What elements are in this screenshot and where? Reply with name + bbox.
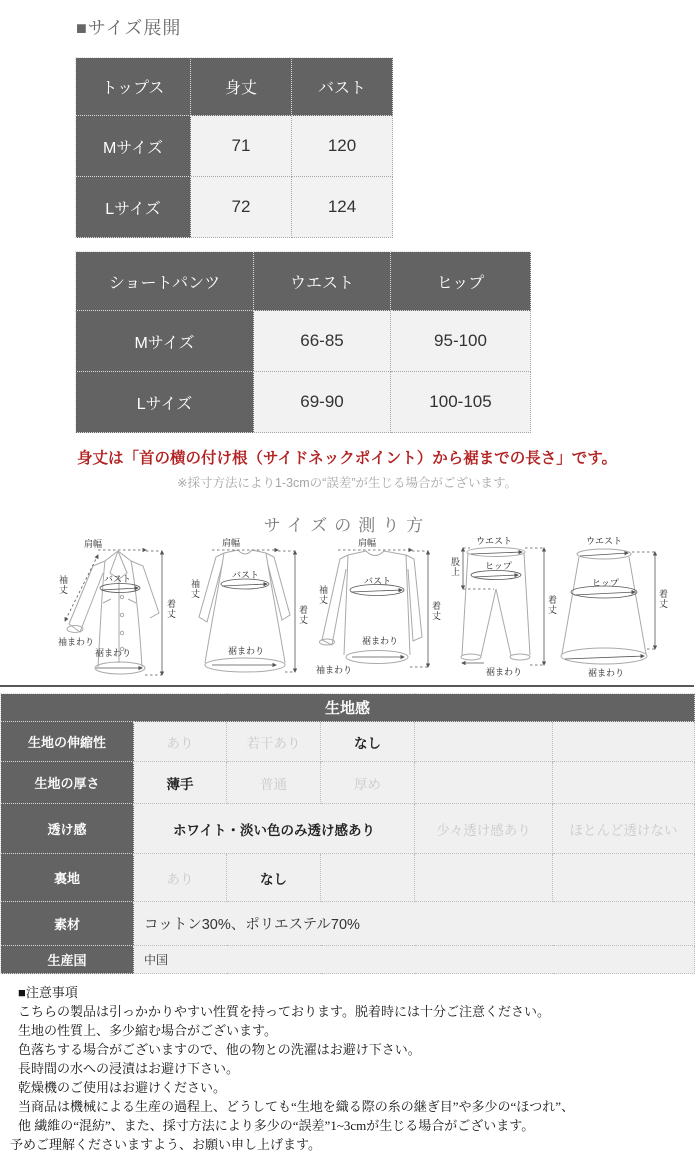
top-drawing [316,537,442,681]
table-header-row [76,252,531,311]
pants-hip-label: ヒップ [485,561,512,571]
dress-length-label: 着丈 [298,605,308,625]
empty-cell [415,854,553,902]
sheerness-option-white: ホワイト・淡い色のみ透け感あり [134,804,415,854]
pants-waist-label: ウエスト [476,536,513,546]
table-header-row [76,58,393,116]
thickness-row [1,762,695,804]
country-label: 生産国 [1,946,134,974]
measuring-diagrams [0,537,694,681]
dress-bust-label: バスト [232,570,260,580]
table-row [76,372,531,433]
col-header-shorts: ショートパンツ [76,252,254,311]
thickness-label: 生地の厚さ [1,762,134,804]
dress-drawing [190,537,308,681]
empty-cell [415,722,553,762]
col-header-tops: トップス [76,58,191,116]
empty-cell [415,762,553,804]
top-bust-label: バスト [364,576,392,586]
stretch-row [1,722,695,762]
measurement-tolerance-note: ※採寸方法により1-3cmの“誤差”が生じる場合がございます。 [176,476,518,490]
col-header-bust: バスト [292,58,393,116]
pants-size-table [75,251,531,433]
lining-label: 裏地 [1,854,134,902]
coat-sleeve-round-label: 袖まわり [58,637,95,647]
caution-line: 色落ちする場合がございますので、他の物との洗濯はお避け下さい。 [18,1042,421,1057]
cell-m-waist: 66-85 [254,311,391,372]
diagram-dress [190,537,308,681]
row-label-l: Lサイズ [76,372,254,433]
cell-l-waist: 69-90 [254,372,391,433]
skirt-waist-label: ウエスト [586,536,623,546]
cell-m-length: 71 [191,116,292,177]
coat-sleeve-length-label: 袖丈 [58,575,68,595]
sheerness-label: 透け感 [1,804,134,854]
coat-length-label: 着丈 [166,599,176,619]
top-length-label: 着丈 [431,601,441,621]
empty-cell [553,854,695,902]
top-hem-round-label: 裾まわり [362,636,399,646]
coat-hem-round-label: 裾まわり [95,648,132,658]
cell-m-bust: 120 [292,116,393,177]
caution-line: 予めご理解くださいますよう、お願い申し上げます。 [10,1137,321,1152]
coat-bust-label: バスト [104,574,132,584]
fabric-header-row [1,694,695,722]
cell-l-length: 72 [191,177,292,238]
stretch-option-jakkan: 若干あり [227,722,321,762]
table-row [76,177,393,238]
stretch-label: 生地の伸縮性 [1,722,134,762]
pants-length-label: 着丈 [547,595,557,615]
material-label: 素材 [1,902,134,946]
product-size-page [0,14,694,1152]
row-label-m: Mサイズ [76,311,254,372]
skirt-hem-round-label: 裾まわり [588,668,625,678]
col-header-hip: ヒップ [391,252,531,311]
row-label-l: Lサイズ [76,177,191,238]
cell-l-hip: 100-105 [391,372,531,433]
dress-sleeve-length-label: 袖丈 [190,579,200,599]
country-value: 中国 [134,946,695,974]
material-value: コットン30%、ポリエステル70% [134,902,695,946]
caution-line: こちらの製品は引っかかりやすい性質を持っております。脱着時には十分ご注意ください。 [18,1004,550,1019]
thickness-option-atsume: 厚め [321,762,415,804]
size-section-title: ■サイズ展開 [76,18,182,38]
sheerness-row [1,804,695,854]
thickness-option-usude: 薄手 [134,762,227,804]
thickness-option-futsuu: 普通 [227,762,321,804]
diagram-top [316,537,442,681]
stretch-option-nashi: なし [321,722,415,762]
pants-rise-label: 股上 [450,557,460,577]
diagram-coat [58,537,186,681]
empty-cell [553,762,695,804]
coat-shoulder-label: 肩幅 [84,539,103,549]
dress-hem-round-label: 裾まわり [228,646,265,656]
fabric-feel-table [0,693,695,974]
tops-size-table [75,57,393,238]
skirt-drawing [552,537,670,681]
cell-l-bust: 124 [292,177,393,238]
pants-hem-round-label: 裾まわり [486,667,523,677]
top-shoulder-label: 肩幅 [358,538,377,548]
lining-option-nashi: なし [227,854,321,902]
empty-cell [553,722,695,762]
fabric-table-title: 生地感 [1,694,695,722]
caution-line: 長時間の水への浸漬はお避け下さい。 [18,1061,240,1076]
table-row [76,311,531,372]
diagram-pants [438,537,558,681]
empty-cell [321,854,415,902]
caution-line: 当商品は機械による生産の過程上、どうしても“生地を織る際の糸の継ぎ目”や多少の“ほつれ”、 [18,1099,575,1114]
skirt-length-label: 着丈 [658,589,668,609]
caution-line: 他 繊維の“混紡”、また、採寸方法により多少の“誤差”1~3cmが生じる場合がございます。 [18,1118,535,1133]
measuring-guide-title: サイズの測り方 [263,516,431,535]
cell-m-hip: 95-100 [391,311,531,372]
material-row [1,902,695,946]
table-row [76,116,393,177]
stretch-option-ari: あり [134,722,227,762]
section-divider [0,685,694,687]
lining-option-ari: あり [134,854,227,902]
top-sleeve-round-label: 袖まわり [316,665,353,675]
top-sleeve-length-label: 袖丈 [318,585,328,605]
sheerness-option-slight: 少々透け感あり [415,804,553,854]
caution-line: 乾燥機のご使用はお避けください。 [18,1080,227,1095]
lining-row [1,854,695,902]
dress-shoulder-label: 肩幅 [222,538,241,548]
skirt-hip-label: ヒップ [592,578,619,588]
row-label-m: Mサイズ [76,116,191,177]
country-row [1,946,695,974]
caution-title: ■注意事項 [18,985,78,1000]
diagram-skirt [552,537,670,681]
caution-notes [5,983,694,1154]
col-header-waist: ウエスト [254,252,391,311]
body-length-note: 身丈は「首の横の付け根（サイドネックポイント）から裾までの長さ」です。 [76,450,618,467]
caution-line: 生地の性質上、多少縮む場合がございます。 [18,1023,277,1038]
col-header-length: 身丈 [191,58,292,116]
sheerness-option-none: ほとんど透けない [553,804,695,854]
